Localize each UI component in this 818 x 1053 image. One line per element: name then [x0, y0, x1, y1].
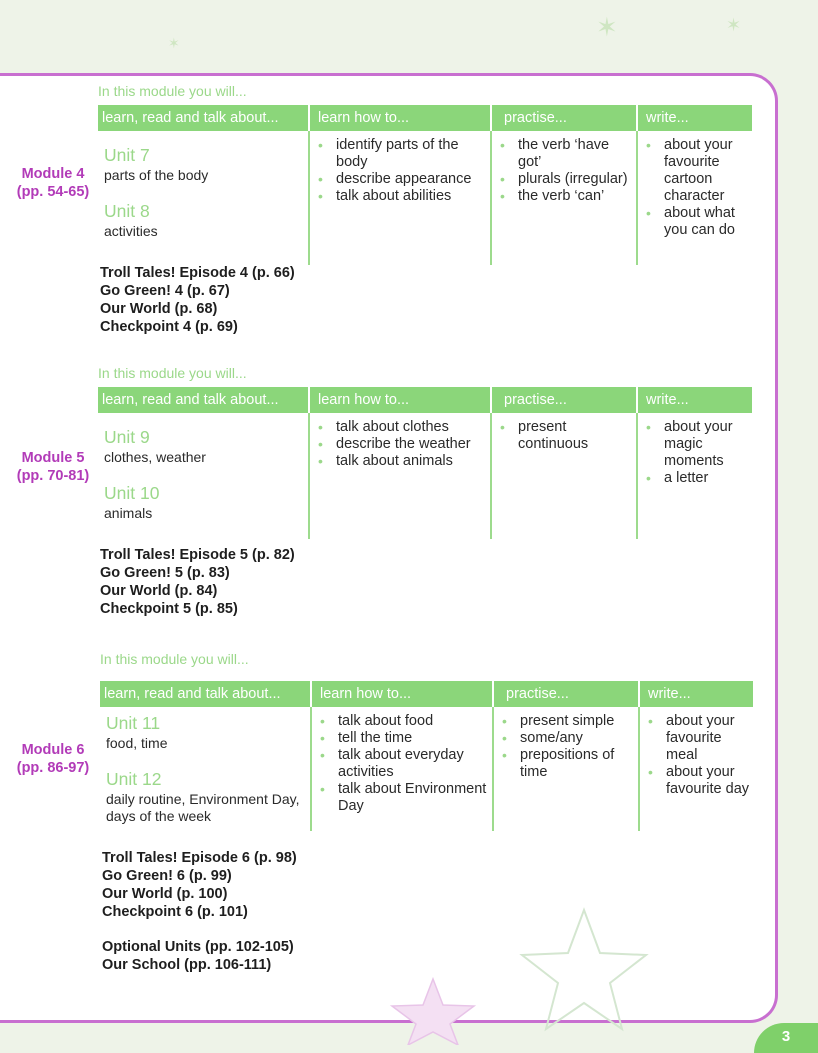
unit-title: Unit 7	[104, 145, 150, 165]
write-item: • about your favourite meal	[640, 713, 753, 764]
extras-list	[100, 546, 295, 618]
extras-item: Checkpoint 5 (p. 85)	[100, 601, 238, 617]
final-item: Optional Units (pp. 102-105)	[102, 939, 294, 955]
sparkle-icon: ✶	[726, 15, 742, 35]
extras-list	[100, 264, 295, 336]
module-label	[10, 165, 96, 201]
module-intro: In this module you will...	[98, 365, 247, 381]
extras-item: Troll Tales! Episode 4 (p. 66)	[100, 265, 295, 281]
header-practise: practise...	[492, 387, 636, 413]
extras-item: Troll Tales! Episode 5 (p. 82)	[100, 547, 295, 563]
units-column	[100, 707, 312, 831]
practise-item: • present continuous	[492, 419, 636, 453]
star-pink-icon	[388, 975, 478, 1045]
how-item: • tell the time	[312, 730, 492, 747]
module-pages: (pp. 54-65)	[16, 184, 90, 200]
unit-title: Unit 12	[106, 769, 162, 789]
unit-desc: daily routine, Environment Day, days of the week	[106, 791, 300, 824]
write-item: • about your favourite cartoon character	[638, 137, 752, 205]
final-item: Our School (pp. 106-111)	[102, 957, 272, 973]
unit-desc: parts of the body	[104, 167, 209, 183]
unit-entry	[104, 145, 304, 184]
module-pages: (pp. 70-81)	[16, 468, 90, 484]
sparkle-icon: ✶	[168, 35, 180, 51]
module-block	[0, 651, 818, 941]
practise-item: • present simple	[494, 713, 638, 730]
practise-item: • some/any	[494, 730, 638, 747]
final-items	[102, 938, 294, 974]
unit-desc: food, time	[106, 735, 168, 751]
extras-item: Troll Tales! Episode 6 (p. 98)	[102, 850, 297, 866]
extras-item: Checkpoint 6 (p. 101)	[102, 904, 248, 920]
units-column	[98, 131, 310, 265]
write-column	[640, 707, 753, 831]
unit-entry	[106, 769, 302, 825]
how-item: • talk about animals	[310, 453, 490, 470]
unit-desc: activities	[104, 223, 158, 239]
page-number: 3	[754, 1023, 818, 1053]
unit-title: Unit 9	[104, 427, 150, 447]
how-column	[310, 413, 492, 539]
how-column	[312, 707, 494, 831]
extras-item: Go Green! 6 (p. 99)	[102, 868, 232, 884]
header-how: learn how to...	[310, 105, 490, 131]
how-item: • talk about abilities	[310, 188, 490, 205]
header-learn: learn, read and talk about...	[98, 105, 308, 131]
write-item: • a letter	[638, 470, 752, 487]
practise-item: • the verb ‘have got’	[492, 137, 636, 171]
write-column	[638, 413, 752, 539]
header-write: write...	[638, 387, 752, 413]
module-name: Module 5	[21, 450, 85, 466]
how-item: • identify parts of the body	[310, 137, 490, 171]
unit-entry	[104, 201, 304, 240]
write-item: • about your magic moments	[638, 419, 752, 470]
write-item: • about your favourite day	[640, 764, 753, 798]
header-write: write...	[638, 105, 752, 131]
module-name: Module 4	[21, 166, 85, 182]
unit-desc: clothes, weather	[104, 449, 206, 465]
extras-item: Our World (p. 100)	[102, 886, 228, 902]
module-intro: In this module you will...	[100, 651, 249, 667]
unit-title: Unit 11	[106, 713, 161, 733]
module-name: Module 6	[21, 742, 85, 758]
practise-column	[494, 707, 640, 831]
how-item: • talk about Environment Day	[312, 781, 492, 815]
header-how: learn how to...	[310, 387, 490, 413]
write-column	[638, 131, 752, 265]
how-item: • talk about clothes	[310, 419, 490, 436]
write-item: • about what you can do	[638, 205, 752, 239]
unit-title: Unit 10	[104, 483, 160, 503]
header-learn: learn, read and talk about...	[100, 681, 310, 707]
practise-item: • prepositions of time	[494, 747, 638, 781]
unit-entry	[104, 427, 304, 466]
header-how: learn how to...	[312, 681, 492, 707]
practise-column	[492, 413, 638, 539]
unit-entry	[104, 483, 304, 522]
practise-column	[492, 131, 638, 265]
header-practise: practise...	[492, 105, 636, 131]
module-label	[10, 449, 96, 485]
extras-item: Checkpoint 4 (p. 69)	[100, 319, 238, 335]
header-write: write...	[640, 681, 753, 707]
module-block	[0, 83, 818, 373]
module-intro: In this module you will...	[98, 83, 247, 99]
how-column	[310, 131, 492, 265]
practise-item: • plurals (irregular)	[492, 171, 636, 188]
how-item: • describe the weather	[310, 436, 490, 453]
how-item: • talk about food	[312, 713, 492, 730]
module-label	[10, 741, 96, 777]
unit-entry	[106, 713, 306, 752]
how-item: • talk about everyday activities	[312, 747, 492, 781]
how-item: • describe appearance	[310, 171, 490, 188]
star-outline-icon	[514, 905, 654, 1035]
extras-list	[102, 849, 297, 921]
header-learn: learn, read and talk about...	[98, 387, 308, 413]
extras-item: Go Green! 5 (p. 83)	[100, 565, 230, 581]
extras-item: Go Green! 4 (p. 67)	[100, 283, 230, 299]
units-column	[98, 413, 310, 539]
sparkle-icon: ✶	[596, 12, 618, 42]
extras-item: Our World (p. 68)	[100, 301, 218, 317]
extras-item: Our World (p. 84)	[100, 583, 218, 599]
unit-desc: animals	[104, 505, 153, 521]
module-pages: (pp. 86-97)	[16, 760, 90, 776]
practise-item: • the verb ‘can’	[492, 188, 636, 205]
header-practise: practise...	[494, 681, 638, 707]
module-block	[0, 365, 818, 655]
unit-title: Unit 8	[104, 201, 150, 221]
